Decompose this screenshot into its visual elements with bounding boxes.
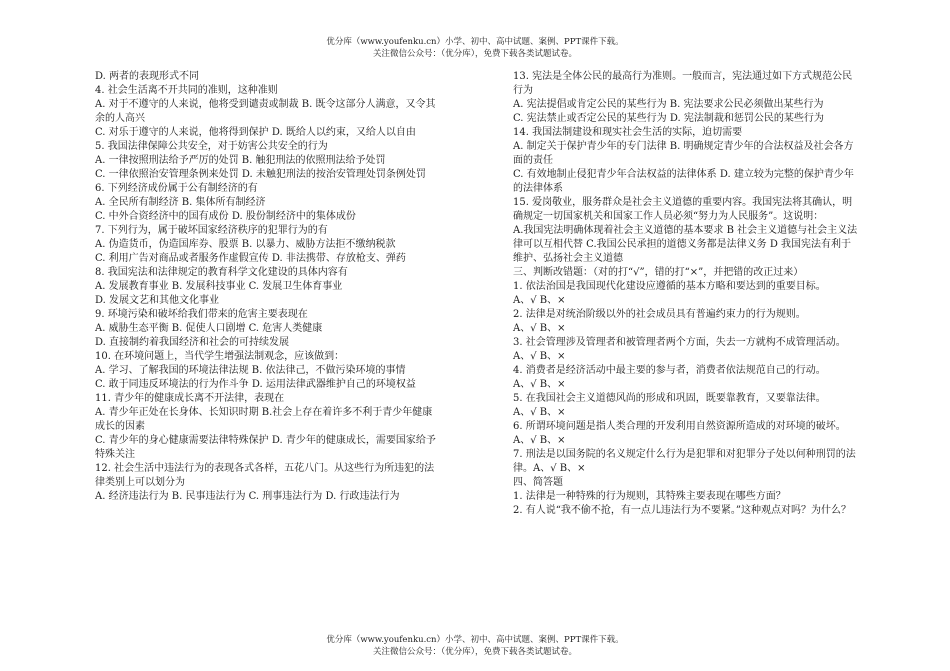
text-line: A、√ B、× bbox=[513, 379, 566, 390]
text-line: 2. 法律是对统治阶级以外的社会成员具有普遍约束力的行为规则。 bbox=[513, 309, 806, 320]
text-line: 5. 在我国社会主义道德风尚的形成和巩固，既要靠教育，又要靠法律。 bbox=[513, 393, 826, 404]
text-line: A. 学习、了解我国的环境法律法规 B. 依法律己，不做污染环境的事情 bbox=[95, 365, 406, 376]
text-line: C. 利用广告对商品或者服务作虚假宣传 D. 非法携带、存放枪支、弹药 bbox=[95, 253, 406, 264]
text-line: D. 两者的表现形式不同 bbox=[95, 71, 200, 82]
text-line: 4. 社会生活离不开共同的准则，这种准则 bbox=[95, 85, 278, 96]
right-column bbox=[513, 70, 858, 518]
text-line: 3. 社会管理涉及管理者和被管理者两个方面，失去一方就构不成管理活动。A、√ B、× bbox=[513, 337, 846, 362]
text-line: 四、简答题 bbox=[513, 477, 563, 488]
text-line: 1. 法律是一种特殊的行为规则，其特殊主要表现在哪些方面？ bbox=[513, 491, 786, 502]
text-line: 6. 所谓环境问题是指人类合理的开发利用自然资源所造成的对环境的破坏。A、√ B、× bbox=[513, 421, 846, 446]
text-line: A. 制定关于保护青少年的专门法律 B. 明确规定青少年的合法权益及社会各方面的责任 bbox=[513, 141, 854, 166]
text-line: C. 一律依照治安管理条例来处罚 D. 未触犯刑法的按治安管理处罚条例处罚 bbox=[95, 169, 426, 180]
text-line: 9. 环境污染和破坏给我们带来的危害主要表现在 bbox=[95, 309, 308, 320]
text-line: A、√ B、× bbox=[513, 407, 566, 418]
text-line: A. 对于不遵守的人来说，他将受到谴责或制裁 B. 既令这部分人满意，又令其余的人高兴 bbox=[95, 99, 436, 124]
text-line: 14. 我国法制建设和现实社会生活的实际，迫切需要 bbox=[513, 127, 743, 138]
text-line: A、√ B、× bbox=[513, 323, 566, 334]
text-line: C. 青少年的身心健康需要法律特殊保护 D. 青少年的健康成长，需要国家给予特殊关注 bbox=[95, 435, 436, 460]
text-line: A. 一律按照刑法给予严厉的处罚 B. 触犯刑法的依照刑法给予处罚 bbox=[95, 155, 386, 166]
text-line: A、√ B、× bbox=[513, 295, 566, 306]
text-line: D. 发展文艺和其他文化事业 bbox=[95, 295, 220, 306]
text-line: A. 发展教育事业 B. 发展科技事业 C. 发展卫生体育事业 bbox=[95, 281, 343, 292]
text-line: 10. 在环境问题上，当代学生增强法制观念，应该做到： bbox=[95, 351, 345, 362]
text-line: C. 宪法禁止或否定公民的某些行为 D. 宪法制裁和惩罚公民的某些行为 bbox=[513, 113, 824, 124]
left-column bbox=[95, 70, 440, 504]
text-line: 15. 爱岗敬业，服务群众是社会主义道德的重要内容。我国宪法将其确认，明确规定一切国家机关和国家工作人员必须“努力为人民服务”。这说明： bbox=[513, 197, 853, 222]
text-line: 12. 社会生活中违法行为的表现各式各样，五花八门。从这些行为所违犯的法律类别上可以划分为 bbox=[95, 463, 435, 488]
text-line: 11. 青少年的健康成长离不开法律，表现在 bbox=[95, 393, 285, 404]
text-line: 7. 刑法是以国务院的名义规定什么行为是犯罪和对犯罪分子处以何种刑罚的法律。A、√ B、× bbox=[513, 449, 856, 474]
text-line: A. 伪造货币，伪造国库券、股票 B. 以暴力、威胁方法拒不缴纳税款 bbox=[95, 239, 396, 250]
header-line-2: 关注微信公众号：（优分库），免费下载各类试题试卷。 bbox=[372, 49, 577, 59]
text-line: 1. 依法治国是我国现代化建设应遵循的基本方略和要达到的重要目标。 bbox=[513, 281, 826, 292]
text-line: C. 对乐于遵守的人来说，他将得到保护 D. 既给人以约束，又给人以自由 bbox=[95, 127, 416, 138]
text-line: 4. 消费者是经济活动中最主要的参与者，消费者依法规范自己的行动。 bbox=[513, 365, 826, 376]
text-line: 三、判断改错题：（对的打“√”，错的打“×”，并把错的改正过来） bbox=[513, 267, 804, 278]
text-line: 6. 下列经济成份属于公有制经济的有 bbox=[95, 183, 258, 194]
text-line: A. 宪法提倡或肯定公民的某些行为 B. 宪法要求公民必须做出某些行为 bbox=[513, 99, 824, 110]
text-line: 5. 我国法律保障公共安全，对于妨害公共安全的行为 bbox=[95, 141, 328, 152]
footer-line-2: 关注微信公众号：（优分库），免费下载各类试题试卷。 bbox=[372, 647, 577, 657]
text-line: 13. 宪法是全体公民的最高行为准则。一般而言，宪法通过如下方式规范公民行为 bbox=[513, 71, 853, 96]
text-line: C. 有效地制止侵犯青少年合法权益的法律体系 D. 建立较为完整的保护青少年的法律体系 bbox=[513, 169, 854, 194]
text-line: C. 中外合资经济中的国有成份 D. 股份制经济中的集体成份 bbox=[95, 211, 356, 222]
page-header bbox=[0, 36, 950, 60]
footer-line-1: 优分库（www.youfenku.cn）小学、初中、高中试题、案例、PPT课件下载。 bbox=[326, 635, 624, 645]
text-line: A. 威胁生态平衡 B. 促使人口剧增 C. 危害人类健康 bbox=[95, 323, 323, 334]
page-footer bbox=[0, 634, 950, 658]
text-line: 8. 我国宪法和法律规定的教育科学文化建设的具体内容有 bbox=[95, 267, 348, 278]
text-line: A.我国宪法明确体现着社会主义道德的基本要求 B 社会主义道德与社会主义法律可以互相代替 C.我国公民承担的道德义务都是法律义务 D 我国宪法有利于维护、弘扬社会主义道德 bbox=[513, 225, 858, 264]
text-line: A. 经济违法行为 B. 民事违法行为 C. 刑事违法行为 D. 行政违法行为 bbox=[95, 491, 400, 502]
text-line: A. 全民所有制经济 B. 集体所有制经济 bbox=[95, 197, 266, 208]
text-line: C. 敢于同违反环境法的行为作斗争 D. 运用法律武器维护自己的环境权益 bbox=[95, 379, 416, 390]
text-line: 2. 有人说“我不偷不抢，有一点儿违法行为不要紧。”这种观点对吗？为什么？ bbox=[513, 505, 851, 516]
text-line: 7. 下列行为，属于破坏国家经济秩序的犯罪行为的有 bbox=[95, 225, 328, 236]
text-line: D. 直接制约着我国经济和社会的可持续发展 bbox=[95, 337, 290, 348]
text-line: A. 青少年正处在长身体、长知识时期 B.社会上存在着许多不利于青少年健康成长的因素 bbox=[95, 407, 433, 432]
header-line-1: 优分库（www.youfenku.cn）小学、初中、高中试题、案例、PPT课件下载。 bbox=[326, 37, 624, 47]
